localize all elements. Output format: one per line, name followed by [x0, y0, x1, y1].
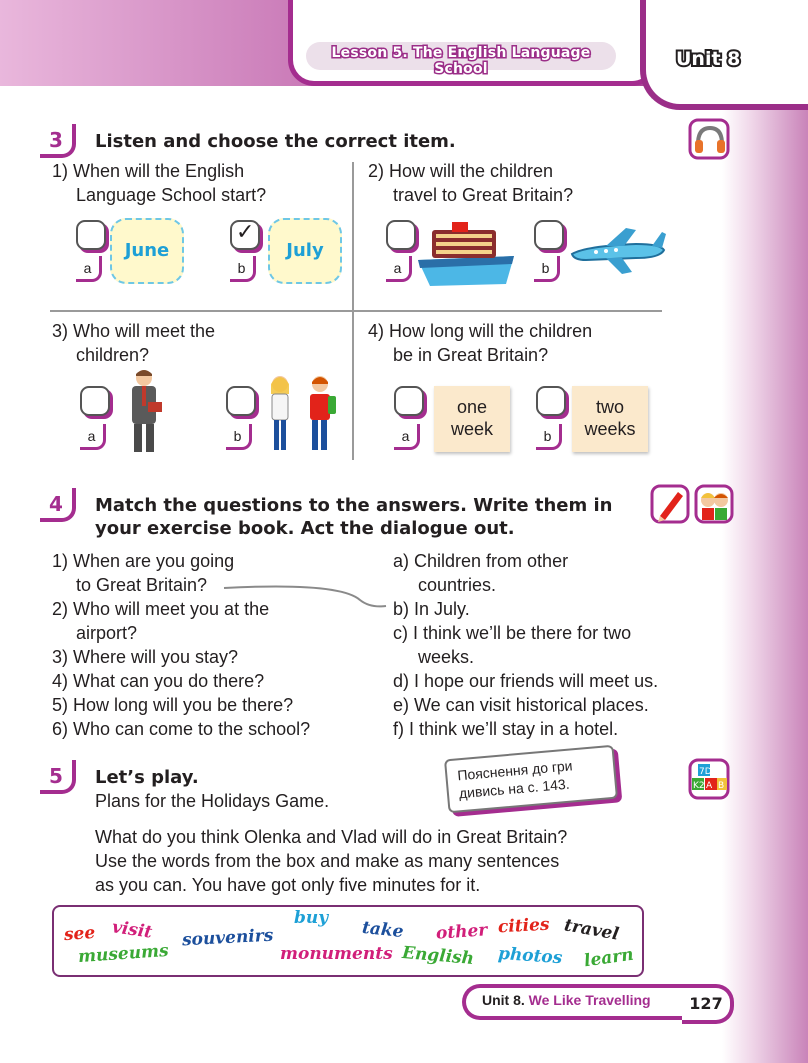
footer-unit-title [482, 992, 651, 1008]
exercise-3-title: Listen and choose the correct item. [95, 131, 456, 152]
question-list-item-6: 6) Who can come to the school? [52, 719, 311, 739]
word-take: take [361, 917, 405, 943]
svg-text:A: A [706, 781, 713, 791]
question-list-item-4: 4) What can you do there? [52, 671, 265, 691]
game-explanation-note [444, 745, 618, 814]
q3-option-b-checkbox[interactable] [226, 386, 256, 416]
man-icon [122, 368, 170, 460]
word-museums: museums [77, 940, 170, 968]
word-other: other [435, 920, 488, 944]
question-1-line-2: Language School start? [76, 185, 267, 205]
question-list-item-2: 2) Who will meet you at the [52, 599, 270, 619]
word-learn: learn [582, 944, 635, 972]
q4-option-a-text-line-2: week [450, 419, 494, 439]
word-cities: cities [497, 914, 551, 938]
word-english: English [401, 942, 475, 970]
q4-option-b-text-line-1: two [595, 397, 624, 417]
unit-label: Unit 8 [676, 48, 741, 70]
exercise-5-title: Let’s play. [95, 767, 199, 788]
headphones-icon [688, 118, 732, 166]
question-4-line-2: be in Great Britain? [393, 345, 549, 365]
letter-blocks-icon [688, 758, 732, 806]
question-list-item-1-cont: to Great Britain? [76, 575, 208, 595]
question-list-item-2-cont: airport? [76, 623, 138, 643]
exercise-5-number: 5 [40, 760, 76, 794]
q4-option-b-checkbox[interactable] [536, 386, 566, 416]
lesson-title: Lesson 5. The English Language School [331, 45, 591, 77]
q3-option-a-checkbox[interactable] [80, 386, 110, 416]
answer-list-item-c-cont: weeks. [418, 647, 475, 667]
page-number: 127 [682, 984, 734, 1024]
question-1-line-1: 1) When will the English [52, 161, 245, 181]
q4-option-a-checkbox[interactable] [394, 386, 424, 416]
question-2-line-1: 2) How will the children [368, 161, 554, 181]
question-3-line-1: 3) Who will meet the [52, 321, 216, 341]
word-visit: visit [110, 917, 154, 943]
question-4-line-1: 4) How long will the children [368, 321, 593, 341]
word-photos: photos [497, 943, 563, 969]
q4-option-b-text-line-2: weeks [584, 419, 636, 439]
q4-option-b-label: b [536, 424, 562, 450]
answer-list-item-e: e) We can visit historical places. [393, 695, 649, 715]
note-line-2: дивись на с. 143. [458, 775, 571, 802]
footer-title: We Like Travelling [528, 992, 651, 1008]
exercise-5-subtitle: Plans for the Holidays Game. [95, 791, 330, 811]
side-gradient-strip [722, 0, 808, 1063]
q1-option-a-checkbox[interactable] [76, 220, 106, 250]
q3-option-a-label: a [80, 424, 106, 450]
q4-option-a-card [434, 386, 510, 452]
question-list-item-5: 5) How long will you be there? [52, 695, 294, 715]
ship-icon [414, 220, 522, 294]
q2-option-a-checkbox[interactable] [386, 220, 416, 250]
answer-list-item-f: f) I think we’ll stay in a hotel. [393, 719, 619, 739]
exercise-4-title-line-2: your exercise book. Act the dialogue out. [95, 518, 515, 539]
q1-option-b-card: July [268, 218, 342, 284]
exercise-5-body-line-3: as you can. You have got only five minutes for it. [95, 875, 481, 895]
question-2-line-2: travel to Great Britain? [393, 185, 574, 205]
q2-option-b-label: b [534, 256, 560, 282]
svg-text:7D: 7D [699, 767, 712, 777]
word-travel: travel [562, 915, 621, 945]
exercise-5-body-line-2: Use the words from the box and make as many sentences [95, 851, 560, 871]
svg-text:K2: K2 [693, 781, 705, 791]
q2-option-a-label: a [386, 256, 412, 282]
question-list-item-3: 3) Where will you stay? [52, 647, 239, 667]
q1-option-b-label: b [230, 256, 256, 282]
word-see: see [63, 922, 96, 946]
exercise-4-title-line-1: Match the questions to the answers. Write them in [95, 495, 613, 516]
question-list-item-1: 1) When are you going [52, 551, 235, 571]
word-buy: buy [294, 908, 329, 928]
answer-list-item-d: d) I hope our friends will meet us. [393, 671, 659, 691]
q1-option-a-label: a [76, 256, 102, 282]
footer-unit: Unit 8. [482, 992, 525, 1008]
word-souvenirs: souvenirs [181, 925, 274, 951]
check-icon: ✓ [236, 220, 255, 245]
q1-option-a-card: June [110, 218, 184, 284]
q1-option-b-checkbox[interactable] [230, 220, 260, 250]
answer-list-item-a-cont: countries. [418, 575, 497, 595]
question-3-line-2: children? [76, 345, 150, 365]
airplane-icon [566, 224, 668, 280]
exercise-5-body-line-1: What do you think Olenka and Vlad will do in Great Britain? [95, 827, 568, 847]
q2-option-b-checkbox[interactable] [534, 220, 564, 250]
answer-list-item-b: b) In July. [393, 599, 470, 619]
answer-list-item-a: a) Children from other [393, 551, 569, 571]
grid-horizontal-divider [50, 310, 662, 312]
exercise-4-number: 4 [40, 488, 76, 522]
word-monuments: monuments [280, 944, 393, 964]
svg-text:B: B [718, 781, 725, 791]
pencil-icon [650, 484, 692, 530]
answer-list-item-c: c) I think we’ll be there for two [393, 623, 632, 643]
q4-option-a-label: a [394, 424, 420, 450]
two-children-icon [264, 372, 344, 460]
exercise-3-number: 3 [40, 124, 76, 158]
children-icon [694, 484, 736, 530]
q4-option-a-text-line-1: one [456, 397, 488, 417]
q4-option-b-card [572, 386, 648, 452]
q3-option-b-label: b [226, 424, 252, 450]
note-line-1: Пояснення до гри [456, 757, 574, 784]
